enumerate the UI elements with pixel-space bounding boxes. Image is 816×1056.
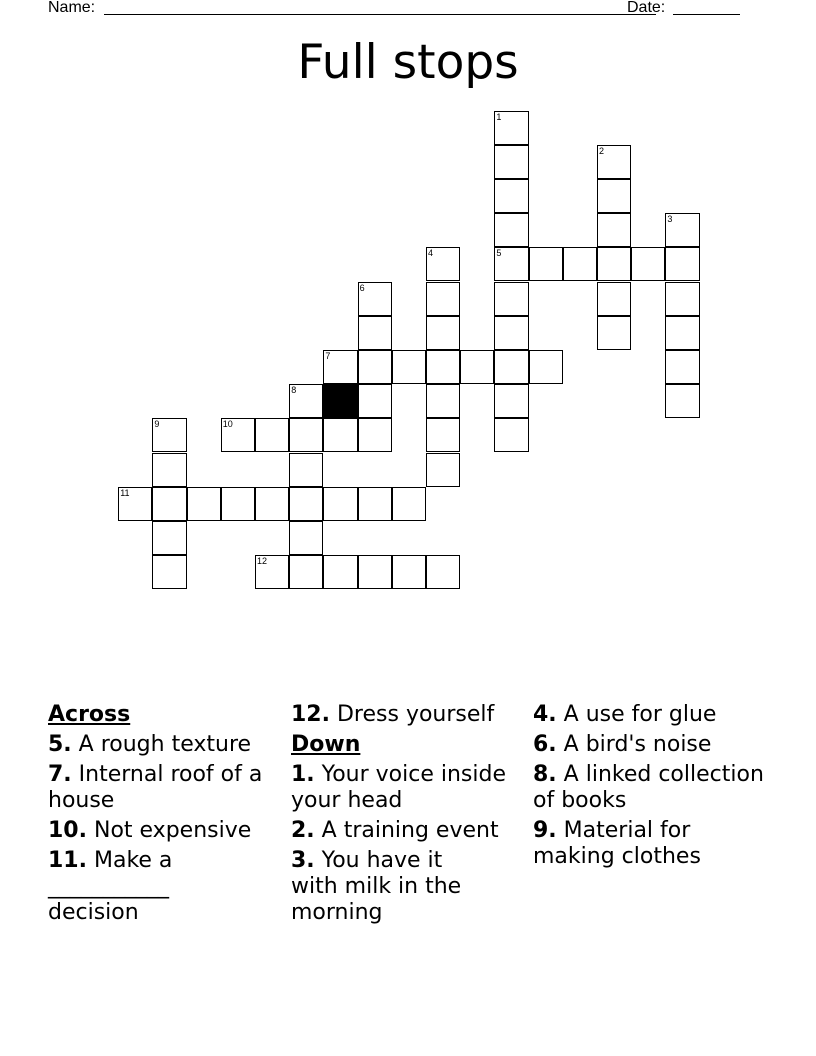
crossword-cell[interactable] — [358, 487, 392, 521]
clue-down-6: 6. A bird's noise — [533, 732, 712, 757]
crossword-cell[interactable] — [494, 384, 528, 418]
clue-number: 2 — [599, 145, 605, 156]
crossword-cell[interactable] — [289, 487, 323, 521]
clue-down-1: 1. Your voice inside your head — [291, 762, 506, 813]
clue-number: 4 — [428, 248, 434, 259]
crossword-cell[interactable] — [152, 487, 186, 521]
crossword-cell[interactable] — [392, 487, 426, 521]
crossword-cell[interactable] — [494, 247, 528, 281]
crossword-cell[interactable] — [289, 384, 323, 418]
clue-number: 5 — [496, 248, 502, 259]
clue-column-1 — [48, 702, 283, 930]
crossword-cell[interactable] — [665, 316, 699, 350]
crossword-cell[interactable] — [255, 418, 289, 452]
crossword-cell[interactable] — [597, 316, 631, 350]
clue-across-12: 12. Dress yourself — [291, 702, 495, 727]
clue-across-5: 5. A rough texture — [48, 732, 252, 757]
crossword-cell[interactable] — [221, 418, 255, 452]
crossword-cell[interactable] — [529, 350, 563, 384]
crossword-cell[interactable] — [426, 282, 460, 316]
crossword-cell[interactable] — [152, 453, 186, 487]
crossword-cell[interactable] — [358, 282, 392, 316]
crossword-cell[interactable] — [323, 418, 357, 452]
crossword-cell[interactable] — [187, 487, 221, 521]
clue-number: 12 — [257, 556, 268, 567]
clue-number: 10 — [222, 419, 233, 430]
clue-number: 6 — [359, 282, 365, 293]
crossword-cell[interactable] — [426, 247, 460, 281]
crossword-cell[interactable] — [597, 179, 631, 213]
crossword-cell[interactable] — [665, 350, 699, 384]
crossword-cell[interactable] — [426, 316, 460, 350]
crossword-cell[interactable] — [221, 487, 255, 521]
crossword-cell[interactable] — [665, 247, 699, 281]
clue-number: 1 — [496, 111, 502, 122]
crossword-cell[interactable] — [665, 384, 699, 418]
crossword-cell[interactable] — [289, 418, 323, 452]
crossword-cell[interactable] — [152, 555, 186, 589]
crossword-cell[interactable] — [392, 555, 426, 589]
crossword-cell[interactable] — [494, 282, 528, 316]
clue-down-4: 4. A use for glue — [533, 702, 717, 727]
crossword-cell[interactable] — [255, 487, 289, 521]
crossword-cell[interactable] — [597, 282, 631, 316]
crossword-cell[interactable] — [426, 555, 460, 589]
crossword-cell[interactable] — [323, 487, 357, 521]
crossword-cell[interactable] — [563, 247, 597, 281]
crossword-cell[interactable] — [392, 350, 426, 384]
crossword-cell[interactable] — [426, 418, 460, 452]
clue-down-3: 3. You have it with milk in the morning — [291, 848, 462, 925]
page-title: Full stops — [297, 35, 519, 90]
crossword-cell[interactable] — [289, 555, 323, 589]
crossword-cell[interactable] — [358, 555, 392, 589]
crossword-cell[interactable] — [494, 111, 528, 145]
clue-number: 7 — [325, 350, 331, 361]
clue-number: 9 — [154, 419, 160, 430]
crossword-cell[interactable] — [152, 521, 186, 555]
clue-across-11: 11. Make a ___________ decision — [48, 848, 173, 925]
crossword-cell[interactable] — [426, 453, 460, 487]
crossword-cell[interactable] — [494, 316, 528, 350]
crossword-cell[interactable] — [494, 145, 528, 179]
date-label: Date: — [627, 0, 666, 16]
crossword-cell[interactable] — [597, 213, 631, 247]
crossword-cell[interactable] — [118, 487, 152, 521]
crossword-cell[interactable] — [152, 418, 186, 452]
down-heading: Down — [291, 732, 361, 757]
crossword-cell[interactable] — [494, 179, 528, 213]
crossword-cell[interactable] — [597, 145, 631, 179]
crossword-cell[interactable] — [358, 418, 392, 452]
clue-down-8: 8. A linked collection of books — [533, 762, 764, 813]
crossword-cell[interactable] — [460, 350, 494, 384]
crossword-cell[interactable] — [426, 350, 460, 384]
clue-number: 8 — [291, 385, 297, 396]
crossword-cell[interactable] — [358, 316, 392, 350]
crossword-cell[interactable] — [323, 350, 357, 384]
clue-down-9: 9. Material for making clothes — [533, 818, 701, 869]
clue-column-3 — [533, 702, 768, 874]
crossword-cell[interactable] — [665, 213, 699, 247]
crossword-cell[interactable] — [494, 418, 528, 452]
crossword-cell[interactable] — [494, 213, 528, 247]
crossword-cell[interactable] — [597, 247, 631, 281]
clue-number: 3 — [667, 214, 673, 225]
crossword-cell[interactable] — [358, 384, 392, 418]
clue-across-10: 10. Not expensive — [48, 818, 252, 843]
crossword-cell[interactable] — [665, 282, 699, 316]
crossword-cell[interactable] — [255, 555, 289, 589]
crossword-cell[interactable] — [358, 350, 392, 384]
crossword-cell[interactable] — [289, 521, 323, 555]
crossword-cell[interactable] — [426, 384, 460, 418]
crossword-cell[interactable] — [529, 247, 563, 281]
clue-number: 11 — [120, 487, 130, 498]
blocked-cell — [323, 384, 357, 418]
name-label: Name: — [48, 0, 96, 16]
clue-down-2: 2. A training event — [291, 818, 499, 843]
crossword-cell[interactable] — [631, 247, 665, 281]
crossword-cell[interactable] — [323, 555, 357, 589]
clue-column-2 — [291, 702, 516, 930]
across-heading: Across — [48, 702, 131, 727]
clue-across-7: 7. Internal roof of a house — [48, 762, 263, 813]
crossword-cell[interactable] — [494, 350, 528, 384]
crossword-cell[interactable] — [289, 453, 323, 487]
